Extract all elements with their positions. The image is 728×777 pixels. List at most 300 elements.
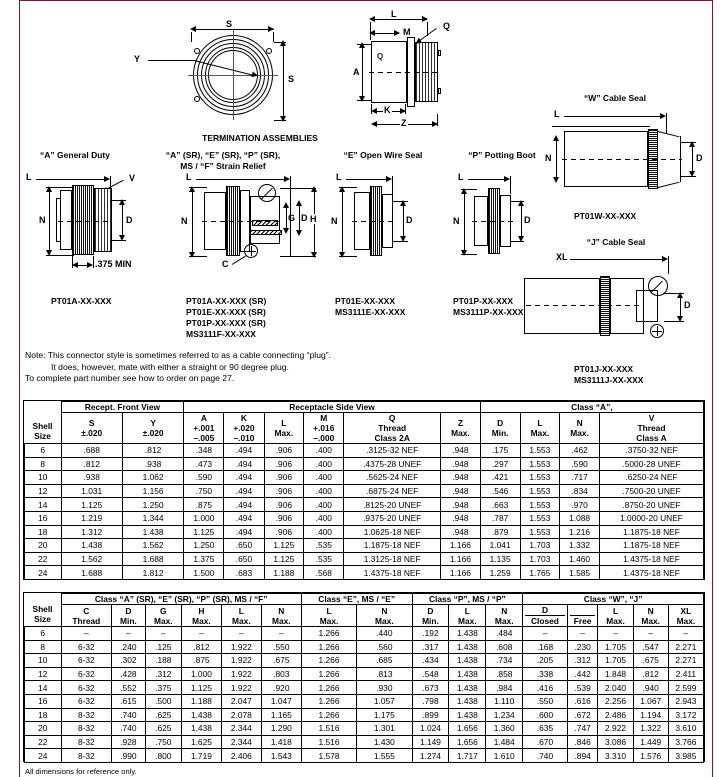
table-1-cell: .948 <box>441 511 481 525</box>
shell-size-cell: 24 <box>25 749 62 763</box>
table-2-group-header: Class “A” (SR), “E” (SR), “P” (SR), MS / “F” <box>61 594 301 605</box>
table-2-cell: 1.848 <box>598 667 633 681</box>
caption-p-potting-boot: “P” Potting Boot <box>468 150 536 160</box>
table-2-cell: 2.344 <box>221 735 261 749</box>
table-2-cell: .416 <box>523 681 568 695</box>
table-2-cell: .740 <box>112 708 145 722</box>
table-1-cell: .750 <box>184 484 224 498</box>
table-1-cell: .5000-28 UNEF <box>599 457 703 471</box>
table-2-cell: 1.000 <box>181 667 221 681</box>
table-2-cell: – <box>112 627 145 641</box>
table-row <box>25 552 704 566</box>
table-2-cell: .625 <box>145 708 181 722</box>
partnumbers-e-open-wire-seal <box>335 296 405 318</box>
table-2-cell: 1.125 <box>181 681 221 695</box>
table-1-cell: 1.250 <box>122 498 183 512</box>
shell-size-cell: 20 <box>25 722 62 736</box>
table-2-cell: 1.234 <box>486 708 523 722</box>
table-2-cell: 1.516 <box>301 722 356 736</box>
table-1-cell: .948 <box>441 457 481 471</box>
table-1-cell: 1.585 <box>560 566 600 580</box>
table-1-cell: 1.135 <box>480 552 520 566</box>
partnumbers-a-sr-strain-relief <box>186 296 266 340</box>
termination-assemblies-title: TERMINATION ASSEMBLIES <box>202 133 318 143</box>
table-1-cell: 1.703 <box>520 539 560 553</box>
table-1-cell: .494 <box>224 457 264 471</box>
table-2-cell: .750 <box>145 735 181 749</box>
table-row <box>25 667 704 681</box>
dim-label-l: L <box>458 172 464 182</box>
drawing-a-sr-strain-relief <box>180 168 340 283</box>
table-2-column-header: L Max. <box>598 605 633 627</box>
dim-label-q: Q <box>443 21 451 31</box>
table-2-cell: 2.040 <box>598 681 633 695</box>
table-row <box>25 640 704 654</box>
table-1-cell: .462 <box>560 444 600 458</box>
table-1-cell: 1.812 <box>122 566 183 580</box>
table-1-cell: 1.0625-18 NEF <box>344 525 441 539</box>
table-2-cell: .670 <box>523 735 568 749</box>
dim-label-d: D <box>301 213 308 223</box>
dim-label-l: L <box>554 109 560 119</box>
table-1-cell: 1.000 <box>184 511 224 525</box>
table-1-cell: .812 <box>122 444 183 458</box>
table-2-cell: .800 <box>145 749 181 763</box>
table-1-body <box>25 444 704 580</box>
shell-size-cell: 10 <box>25 471 62 485</box>
caption-a-sr-strain-relief: “A” (SR), “E” (SR), “P” (SR), MS / “F” Strain Relief <box>165 150 281 171</box>
table-2-cell: 1.266 <box>301 694 356 708</box>
dim-label-l: L <box>26 172 32 182</box>
table-2-column-header: D Closed <box>523 605 568 627</box>
table-1-cell: .546 <box>480 484 520 498</box>
table-2-cell: .205 <box>523 654 568 668</box>
shell-size-cell: 24 <box>25 566 62 580</box>
table-row <box>25 457 704 471</box>
table-1-cell: .834 <box>560 484 600 498</box>
table-1-cell: .7500-20 UNEF <box>599 484 703 498</box>
table-1-cell: 1.553 <box>520 484 560 498</box>
table-1-cell: 1.156 <box>122 484 183 498</box>
table-2-cell: 3.985 <box>668 749 703 763</box>
table-2-cell: 1.438 <box>181 708 221 722</box>
table-2-cell: 2.256 <box>598 694 633 708</box>
table-1-cell: .906 <box>264 525 304 539</box>
table-2-cell: .375 <box>145 681 181 695</box>
table-1-cell: .494 <box>224 511 264 525</box>
shell-size-cell: 6 <box>25 627 62 641</box>
table-2-cell: .740 <box>112 722 145 736</box>
dim-label-y: Y <box>134 54 141 64</box>
table-1-cell: 1.088 <box>560 511 600 525</box>
table-2-cell: .428 <box>112 667 145 681</box>
table-2-cell: 1.555 <box>357 749 412 763</box>
table-1-cell: .6250-24 NEF <box>599 471 703 485</box>
table-1-cell: 1.765 <box>520 566 560 580</box>
table-1-cell: .400 <box>304 498 344 512</box>
table-2-column-header: L Max. <box>221 605 261 627</box>
dim-label-m: M <box>403 27 411 37</box>
table-2-column-header: D Min. <box>112 605 145 627</box>
table-2-cell: 6-32 <box>61 694 112 708</box>
table-2-cell: 2.047 <box>221 694 261 708</box>
table-2-column-header: C Thread <box>61 605 112 627</box>
table-1-cell: 1.125 <box>264 539 304 553</box>
table-1-cell: .400 <box>304 484 344 498</box>
table-2-group-header: Class “E”, MS / “E” <box>301 594 412 605</box>
table-1-cell: 1.219 <box>61 511 122 525</box>
table-2-cell: .547 <box>633 640 668 654</box>
table-2-cell: .548 <box>412 667 449 681</box>
drawing-receptacle-side-view: L M Q A Q K Z <box>353 9 451 128</box>
table-2-cell: 1.149 <box>412 735 449 749</box>
note-line: Note: This connector style is sometimes referred to as a cable connecting “plug”. <box>25 350 332 360</box>
table-1-cell: .175 <box>480 444 520 458</box>
partnumbers-w-cable-seal <box>574 211 636 222</box>
table-2-cell: .812 <box>633 667 668 681</box>
table-row <box>25 708 704 722</box>
partnumbers-p-potting-boot <box>453 296 523 318</box>
table-2-cell: 8-32 <box>61 722 112 736</box>
table-1-cell: 1.553 <box>520 471 560 485</box>
dim-label-n: N <box>39 215 46 225</box>
table-2-cell: 8-32 <box>61 708 112 722</box>
table-2-cell: 1.438 <box>449 694 486 708</box>
table-1-cell: .494 <box>224 484 264 498</box>
table-1-cell: 1.1875-18 NEF <box>344 539 441 553</box>
table-1-column-header: Q Thread Class 2A <box>344 413 441 444</box>
table-2-cell: .990 <box>112 749 145 763</box>
drawing-receptacle-front-view <box>134 8 350 133</box>
table-2-cell: .894 <box>567 749 598 763</box>
table-2-cell: 1.266 <box>301 654 356 668</box>
table-1-cell: 1.688 <box>61 566 122 580</box>
table-1-cell: 1.259 <box>480 566 520 580</box>
table-2-cell: .552 <box>112 681 145 695</box>
table-1-cell: 1.125 <box>61 498 122 512</box>
table-1-cell: 1.1875-18 NEF <box>599 525 703 539</box>
dimensions-table-2-container <box>23 592 705 762</box>
table-2-cell: .312 <box>567 654 598 668</box>
shell-size-cell: 14 <box>25 681 62 695</box>
table-1-cell: 1.375 <box>184 552 224 566</box>
table-2-cell: .673 <box>412 681 449 695</box>
table-2-cell: .798 <box>412 694 449 708</box>
table-2-cell: 2.271 <box>668 640 703 654</box>
table-2-cell: 1.719 <box>181 749 221 763</box>
table-1-cell: 1.553 <box>520 444 560 458</box>
table-1-cell: 1.562 <box>122 539 183 553</box>
table-row <box>25 498 704 512</box>
dim-label-375-min: .375 MIN <box>95 259 132 269</box>
table-2-cell: 1.656 <box>449 735 486 749</box>
table-1-cell: 1.250 <box>184 539 224 553</box>
table-1-cell: 1.344 <box>122 511 183 525</box>
table-1-cell: .568 <box>304 566 344 580</box>
table-1-cell: .906 <box>264 484 304 498</box>
table-1-cell: .948 <box>441 471 481 485</box>
table-1-cell: .400 <box>304 444 344 458</box>
dimensions-table-1 <box>24 401 704 580</box>
page-left-rule <box>19 0 20 777</box>
table-1-cell: .717 <box>560 471 600 485</box>
dim-label-l: L <box>186 172 192 182</box>
note-line: To complete part number see how to order on page 27. <box>25 373 235 383</box>
table-1-column-header: Z Max. <box>441 413 481 444</box>
partnumbers-j-cable-seal <box>574 364 643 386</box>
part-number: PT01P-XX-XXX (SR) <box>186 318 266 328</box>
table-2-cell: .440 <box>357 627 412 641</box>
table-2-cell: 1.578 <box>301 749 356 763</box>
table-2-cell: – <box>633 627 668 641</box>
table-1-corner-blank: Shell Size <box>25 402 62 444</box>
table-1-cell: 1.500 <box>184 566 224 580</box>
table-2-column-header: N Max. <box>633 605 668 627</box>
dim-label-n: N <box>453 216 460 226</box>
drawing-w-cable-seal <box>540 105 720 205</box>
table-1-cell: 1.166 <box>441 539 481 553</box>
table-1-column-header: A +.001 –.005 <box>184 413 224 444</box>
table-2-cell: 6-32 <box>61 654 112 668</box>
table-2-cell: .168 <box>523 640 568 654</box>
table-2-cell: .813 <box>357 667 412 681</box>
table-2-cell: .875 <box>181 654 221 668</box>
table-2-cell: 1.430 <box>357 735 412 749</box>
dim-label-d: D <box>684 300 691 310</box>
table-2-cell: 1.266 <box>301 667 356 681</box>
table-2-cell: 1.922 <box>221 654 261 668</box>
table-2-cell: 1.922 <box>221 681 261 695</box>
table-1-group-header: Recept. Front View <box>61 402 184 413</box>
table-1-cell: .938 <box>61 471 122 485</box>
dim-label-v: V <box>129 173 136 183</box>
table-2-column-header: N Max. <box>357 605 412 627</box>
table-1-group-header: Receptacle Side View <box>184 402 480 413</box>
table-2-cell: 1.516 <box>301 735 356 749</box>
table-1-cell: .535 <box>304 539 344 553</box>
table-2-cell: 1.194 <box>633 708 668 722</box>
table-row <box>25 539 704 553</box>
table-2-cell: .302 <box>112 654 145 668</box>
table-1-cell: .535 <box>304 552 344 566</box>
table-2-cell: 2.922 <box>598 722 633 736</box>
table-1-column-header: D Min. <box>480 413 520 444</box>
shell-size-cell: 8 <box>25 640 62 654</box>
table-1-cell: 1.166 <box>441 552 481 566</box>
table-2-cell: .560 <box>357 640 412 654</box>
table-2-cell: .616 <box>567 694 598 708</box>
dimensions-table-1-container <box>23 400 705 580</box>
table-1-cell: .650 <box>224 552 264 566</box>
table-1-cell: .494 <box>224 471 264 485</box>
table-1-cell: 1.125 <box>184 525 224 539</box>
table-1-cell: .590 <box>560 457 600 471</box>
part-number: PT01P-XX-XXX <box>453 296 513 306</box>
table-2-group-header: Class “W”, “J” <box>523 594 704 605</box>
table-2-cell: 1.110 <box>486 694 523 708</box>
table-2-cell: 1.543 <box>261 749 301 763</box>
table-1-cell: .400 <box>304 511 344 525</box>
dim-label-l: L <box>391 9 397 19</box>
table-row <box>25 722 704 736</box>
table-1-column-header: V Thread Class A <box>599 413 703 444</box>
table-2-cell: 2.271 <box>668 654 703 668</box>
partnumbers-a-general-duty <box>51 296 111 307</box>
table-2-cell: .442 <box>567 667 598 681</box>
part-number: MS3111P-XX-XXX <box>453 307 524 317</box>
table-1-cell: 1.1875-18 NEF <box>599 539 703 553</box>
table-1-cell: 1.188 <box>264 566 304 580</box>
table-1-group-header: Class “A”, <box>480 402 703 413</box>
table-2-cell: 1.266 <box>301 681 356 695</box>
table-1-cell: 1.062 <box>122 471 183 485</box>
drawing-e-open-wire-seal <box>330 168 460 283</box>
table-2-column-header: XL Max. <box>668 605 703 627</box>
caption-e-open-wire-seal: “E” Open Wire Seal <box>343 150 423 160</box>
table-1-cell: .906 <box>264 498 304 512</box>
table-2-cell: 1.290 <box>261 722 301 736</box>
table-2-cell: – <box>261 627 301 641</box>
table-row <box>25 511 704 525</box>
table-row <box>25 566 704 580</box>
note-line: It does, however, mate with either a straight or 90 degree plug. <box>51 361 289 372</box>
table-row <box>25 735 704 749</box>
table-2-cell: 1.165 <box>261 708 301 722</box>
table-2-cell: – <box>181 627 221 641</box>
table-1-cell: 1.125 <box>264 552 304 566</box>
table-1-cell: .650 <box>224 539 264 553</box>
table-1-cell: .494 <box>224 444 264 458</box>
dim-label-d: D <box>696 153 703 163</box>
table-2-cell: 1.024 <box>412 722 449 736</box>
table-2-cell: 1.610 <box>486 749 523 763</box>
table-1-head <box>25 402 704 444</box>
table-2-cell: .600 <box>523 708 568 722</box>
table-2-cell: 8-32 <box>61 749 112 763</box>
table-1-cell: 1.3125-18 NEF <box>344 552 441 566</box>
table-2-cell: 1.576 <box>633 749 668 763</box>
table-2-cell: 1.274 <box>412 749 449 763</box>
table-2-cell: .858 <box>486 667 523 681</box>
table-1-cell: .400 <box>304 471 344 485</box>
part-number: MS3111J-XX-XXX <box>574 375 644 385</box>
table-1-cell: .948 <box>441 444 481 458</box>
dim-label-d: D <box>126 215 133 225</box>
table-2-cell: 1.438 <box>449 667 486 681</box>
part-number: PT01A-XX-XXX <box>51 296 112 306</box>
table-2-cell: 1.188 <box>181 694 221 708</box>
shell-size-cell: 10 <box>25 654 62 668</box>
table-row <box>25 627 704 641</box>
table-2-group-header: Class “P”, MS / “P” <box>412 594 523 605</box>
table-2-cell: 2.078 <box>221 708 261 722</box>
table-2-cell: .930 <box>357 681 412 695</box>
part-number: PT01A-XX-XXX (SR) <box>186 296 267 306</box>
table-1-cell: .970 <box>560 498 600 512</box>
table-2-cell: .317 <box>412 640 449 654</box>
table-2-column-header: G Max. <box>145 605 181 627</box>
table-2-cell: – <box>221 627 261 641</box>
dim-label-d: D <box>524 215 531 225</box>
table-1-cell: .906 <box>264 471 304 485</box>
table-1-cell: .875 <box>184 498 224 512</box>
table-row <box>25 525 704 539</box>
table-2-column-header: H Max. <box>181 605 221 627</box>
table-2-column-header: L Max. <box>449 605 486 627</box>
table-1-cell: .879 <box>480 525 520 539</box>
table-1-cell: .297 <box>480 457 520 471</box>
table-1-column-header: K +.020 –.010 <box>224 413 264 444</box>
table-1-cell: .421 <box>480 471 520 485</box>
table-2-cell: – <box>598 627 633 641</box>
table-1-cell: 1.553 <box>520 525 560 539</box>
table-2-cell: .734 <box>486 654 523 668</box>
table-2-cell: 1.484 <box>486 735 523 749</box>
table-2-cell: 1.625 <box>181 735 221 749</box>
table-2-cell: .125 <box>145 640 181 654</box>
table-2-cell: .747 <box>567 722 598 736</box>
table-row <box>25 681 704 695</box>
table-1-cell: .400 <box>304 457 344 471</box>
table-2-cell: .500 <box>145 694 181 708</box>
table-2-cell: 6-32 <box>61 640 112 654</box>
shell-size-cell: 20 <box>25 539 62 553</box>
table-2-cell: .484 <box>486 627 523 641</box>
table-2-cell: 1.418 <box>261 735 301 749</box>
table-1-cell: .494 <box>224 525 264 539</box>
table-1-cell: 1.562 <box>61 552 122 566</box>
table-2-cell: .550 <box>261 640 301 654</box>
table-2-cell: .672 <box>567 708 598 722</box>
table-2-cell: 1.266 <box>301 640 356 654</box>
table-2-cell: 1.266 <box>301 627 356 641</box>
table-2-cell: .928 <box>112 735 145 749</box>
table-1-cell: .948 <box>441 498 481 512</box>
table-2-cell: .312 <box>145 667 181 681</box>
shell-size-cell: 6 <box>25 444 62 458</box>
table-2-cell: 2.599 <box>668 681 703 695</box>
table-1-cell: .3125-32 NEF <box>344 444 441 458</box>
table-1-cell: 1.553 <box>520 511 560 525</box>
table-2-cell: 1.438 <box>181 722 221 736</box>
dim-label-n: N <box>331 216 338 226</box>
table-1-cell: .688 <box>61 444 122 458</box>
shell-size-cell: 16 <box>25 511 62 525</box>
table-2-cell: 1.438 <box>449 627 486 641</box>
table-1-cell: 1.4375-18 NEF <box>599 552 703 566</box>
table-2-cell: – <box>523 627 568 641</box>
shell-size-cell: 22 <box>25 735 62 749</box>
table-1-column-header: L Max. <box>520 413 560 444</box>
table-1-cell: .4375-28 UNEF <box>344 457 441 471</box>
table-1-cell: .6875-24 NEF <box>344 484 441 498</box>
shell-size-cell: 18 <box>25 708 62 722</box>
table-2-cell: .338 <box>523 667 568 681</box>
table-2-cell: .192 <box>412 627 449 641</box>
table-1-cell: .906 <box>264 457 304 471</box>
table-2-cell: .230 <box>567 640 598 654</box>
table-1-cell: .473 <box>184 457 224 471</box>
table-2-cell: – <box>567 627 598 641</box>
table-2-cell: .434 <box>412 654 449 668</box>
table-1-cell: 1.553 <box>520 457 560 471</box>
table-1-column-header: L Max. <box>264 413 304 444</box>
table-2-column-header: D Min. <box>412 605 449 627</box>
shell-size-cell: 22 <box>25 552 62 566</box>
table-row <box>25 654 704 668</box>
table-2-cell: .984 <box>486 681 523 695</box>
table-2-cell: 1.438 <box>449 708 486 722</box>
